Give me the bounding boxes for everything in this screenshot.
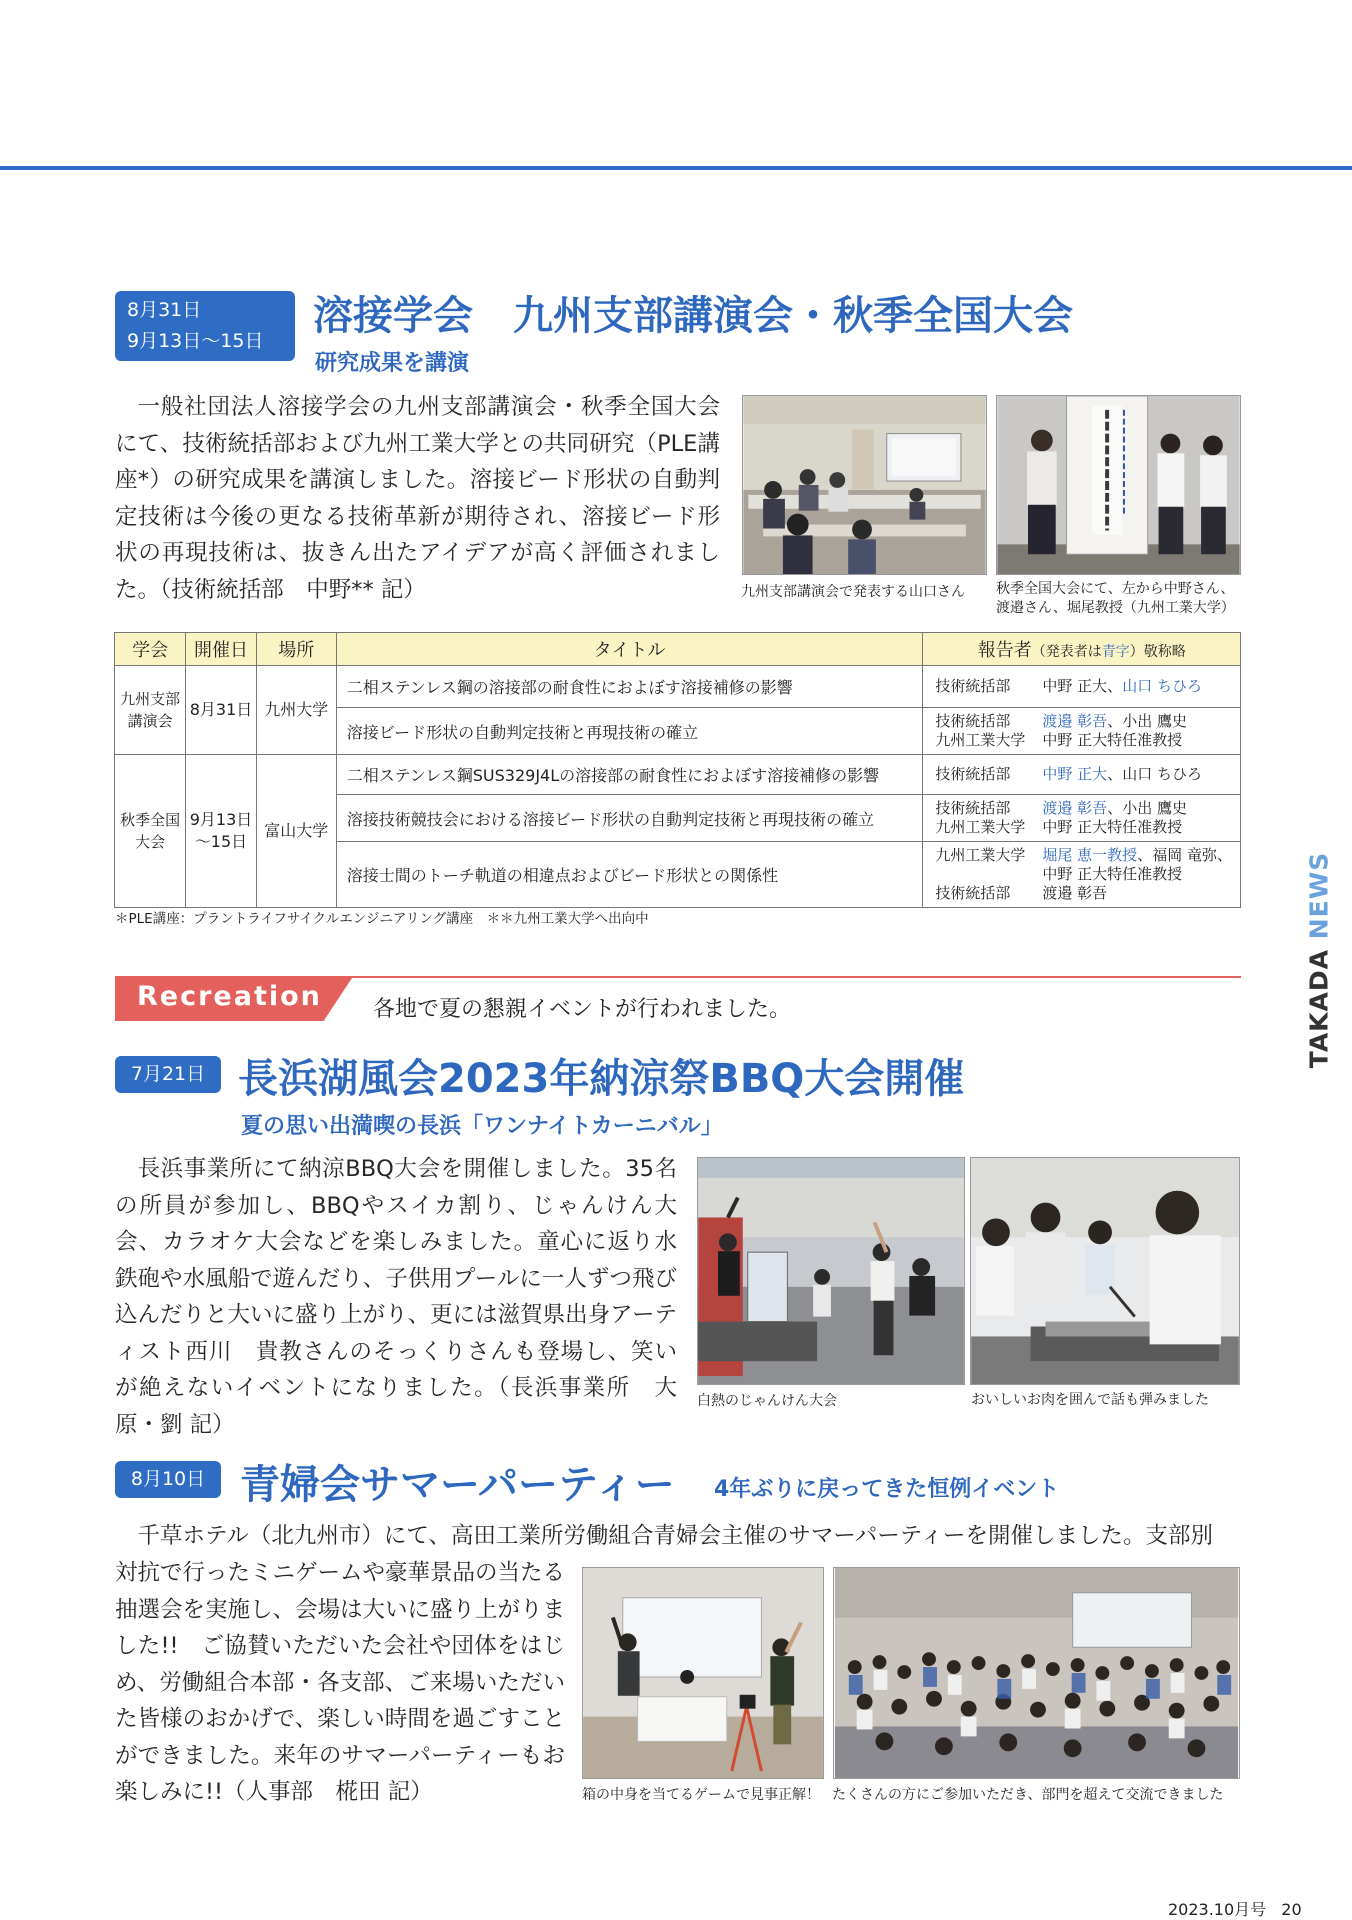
title-cell: 溶接技術競技会における溶接ビード形状の自動判定技術と再現技術の確立 <box>336 795 923 842</box>
reporter-note: （発表者は <box>1031 644 1102 660</box>
presenter-name: 渡邉 彰吾 <box>1042 712 1108 730</box>
column-header: 学会 <box>115 633 186 666</box>
reporter-line <box>935 818 1232 837</box>
reporter-line <box>935 731 1232 750</box>
article-body: 対抗で行ったミニゲームや豪華景品の当たる抽選会を実施し、会場は大いに盛り上がりました!! ご協賛いただいた会社や団体をはじめ、労働組合本部・各支部、ご来場いただいた皆様のおかげで、楽しい時間を過ごすことができました。来年のサマーパーティーもお楽しみに!!（人事部 椛田 記） <box>115 1560 566 1805</box>
presentation-table <box>114 632 1241 908</box>
reporter-org: 九州工業大学 <box>935 846 1026 864</box>
group-photo-banner <box>996 395 1241 575</box>
reporter-name: 中野 正大特任准教授 <box>1042 865 1183 883</box>
page-number: 20 <box>1281 1900 1302 1919</box>
presenter-name: 山口 ちひろ <box>1122 677 1202 695</box>
reporter-org: 技術統括部 <box>935 884 1011 902</box>
reporter-org: 技術統括部 <box>935 765 1011 783</box>
column-header: 場所 <box>256 633 336 666</box>
issue-label: 2023.10月号 <box>1168 1900 1267 1919</box>
article-body-first-line: 千草ホテル（北九州市）にて、高田工業所労働組合青婦会主催のサマーパーティーを開催しました。支部別 <box>137 1523 1214 1549</box>
article-body: 長浜事業所にて納涼BBQ大会を開催しました。35名の所員が参加し、BBQやスイカ割り、じゃんけん大会、カラオケ大会などを楽しみました。童心に返り水鉄砲や水風船で遊んだり、子供用プールに一人ずつ飛び込んだりと大いに盛り上がり、更には滋賀県出身アーティスト西川 貴教さんのそっくりさんも登場し、笑いが絶えないイベントになりました。（長浜事業所 大原・劉 記） <box>115 1156 677 1438</box>
footer <box>1168 1897 1302 1920</box>
column-header-reporter <box>923 633 1241 666</box>
reporter-line <box>935 865 1232 884</box>
column-header: タイトル <box>336 633 923 666</box>
side-label-news: NEWS <box>1304 851 1334 940</box>
society-cell <box>115 666 186 755</box>
photo-caption <box>996 580 1235 618</box>
date-cell-line: 8月31日 <box>189 700 253 719</box>
article-title: 青婦会サマーパーティー <box>240 1462 675 1508</box>
date-line: 9月13日〜15日 <box>127 330 264 352</box>
reporter-name: 中野 正大特任准教授 <box>1042 818 1183 836</box>
table-body <box>115 666 1241 908</box>
reporter-org: 技術統括部 <box>935 677 1011 695</box>
date-cell-line: 〜15日 <box>194 832 248 851</box>
recreation-rule <box>115 976 1241 978</box>
reporter-name: 、小出 鷹史 <box>1107 799 1187 817</box>
article-subtitle: 研究成果を講演 <box>315 351 470 376</box>
place-cell <box>256 755 336 908</box>
photo-caption: 九州支部講演会で発表する山口さん <box>741 584 965 600</box>
article-body: 一般社団法人溶接学会の九州支部講演会・秋季全国大会にて、技術統括部および九州工業大学との共同研究（PLE講座*）の研究成果を講演しました。溶接ビード形状の自動判定技術は今後の更なる技術革新が期待され、溶接ビード形状の再現技術は、抜きん出たアイデアが高く評価されました。（技術統括部 中野** 記） <box>115 394 720 603</box>
reporter-name: 、小出 鷹史 <box>1107 712 1187 730</box>
janken-photo <box>697 1157 965 1385</box>
caption-line: 渡邉さん、堀尾教授（九州工業大学） <box>996 600 1235 616</box>
article-title: 溶接学会 九州支部講演会・秋季全国大会 <box>313 293 1073 339</box>
society-cell-line: 九州支部講演会 <box>120 690 181 730</box>
place-cell-line: 富山大学 <box>264 821 329 840</box>
reporter-name: 渡邉 彰吾 <box>1042 884 1108 902</box>
title-cell: 二相ステンレス鋼SUS329J4Lの溶接部の耐食性におよぼす溶接補修の影響 <box>336 755 923 795</box>
game-photo <box>582 1567 824 1779</box>
column-header: 開催日 <box>186 633 256 666</box>
place-cell-line: 九州大学 <box>264 700 329 719</box>
society-cell-line: 秋季全国大会 <box>120 811 181 851</box>
side-label-text <box>1305 852 1334 1069</box>
reporter-cell <box>923 755 1241 795</box>
photo-caption: たくさんの方にご参加いただき、部門を超えて交流できました <box>832 1787 1224 1803</box>
bbq-photo <box>970 1157 1240 1385</box>
date-line: 8月31日 <box>127 299 202 321</box>
photo-caption: 箱の中身を当てるゲームで見事正解！ <box>582 1787 820 1803</box>
side-label <box>1302 850 1336 1070</box>
photo-caption: 白熱のじゃんけん大会 <box>697 1393 837 1409</box>
reporter-name: 、山口 ちひろ <box>1107 765 1202 783</box>
reporter-note: ）敬称略 <box>1129 644 1186 660</box>
reporter-line <box>935 884 1232 903</box>
title-cell: 溶接ビード形状の自動判定技術と再現技術の確立 <box>336 708 923 755</box>
reporter-name: 中野 正大特任准教授 <box>1042 731 1183 749</box>
date-cell-line: 9月13日 <box>189 810 253 829</box>
reporter-org: 技術統括部 <box>935 712 1011 730</box>
reporter-cell <box>923 795 1241 842</box>
lecture-photo <box>742 395 987 575</box>
reporter-org: 九州工業大学 <box>935 818 1026 836</box>
reporter-name: 、福岡 竜弥、 <box>1137 846 1232 864</box>
reporter-name: 中野 正大、 <box>1042 677 1123 695</box>
article-subtitle: 夏の思い出満喫の長浜「ワンナイトカーニバル」 <box>241 1114 723 1139</box>
reporter-cell <box>923 666 1241 708</box>
article-title: 長浜湖風会2023年納涼祭BBQ大会開催 <box>238 1056 965 1102</box>
date-cell <box>186 755 256 908</box>
society-cell <box>115 755 186 908</box>
reporter-org: 技術統括部 <box>935 799 1011 817</box>
reporter-line <box>935 846 1232 865</box>
side-label-takada: TAKADA <box>1304 949 1334 1069</box>
title-cell: 溶接士間のトーチ軌道の相違点およびビード形状との関係性 <box>336 842 923 908</box>
presenter-name: 渡邉 彰吾 <box>1042 799 1108 817</box>
reporter-cell <box>923 842 1241 908</box>
photo-caption: おいしいお肉を囲んで話も弾みました <box>971 1392 1209 1408</box>
recreation-label: Recreation <box>137 981 322 1012</box>
presenter-name: 堀尾 恵一教授 <box>1042 846 1138 864</box>
reporter-line <box>935 712 1232 731</box>
reporter-note-blue: 青字 <box>1101 644 1130 660</box>
table-row <box>115 755 1241 795</box>
header-rule <box>0 166 1352 170</box>
reporter-line <box>935 765 1232 784</box>
reporter-cell <box>923 708 1241 755</box>
reporter-line <box>935 677 1232 696</box>
title-cell: 二相ステンレス鋼の溶接部の耐食性におよぼす溶接補修の影響 <box>336 666 923 708</box>
date-badge <box>115 291 295 361</box>
date-badge: 7月21日 <box>115 1056 221 1093</box>
recreation-intro: 各地で夏の懇親イベントが行われました。 <box>373 997 792 1022</box>
reporter-org: 九州工業大学 <box>935 731 1026 749</box>
table-footnote: ＊PLE講座：プラントライフサイクルエンジニアリング講座 ＊＊九州工業大学へ出向中 <box>115 911 649 927</box>
date-badge: 8月10日 <box>115 1461 221 1498</box>
presenter-name: 中野 正大 <box>1042 765 1108 783</box>
reporter-line <box>935 799 1232 818</box>
article-subtitle: 4年ぶりに戻ってきた恒例イベント <box>714 1477 1060 1502</box>
table-row <box>115 666 1241 708</box>
column-header: 報告者 <box>977 640 1032 661</box>
caption-line: 秋季全国大会にて、左から中野さん、 <box>996 581 1235 597</box>
place-cell <box>256 666 336 755</box>
party-group-photo <box>833 1567 1240 1779</box>
date-cell <box>186 666 256 755</box>
